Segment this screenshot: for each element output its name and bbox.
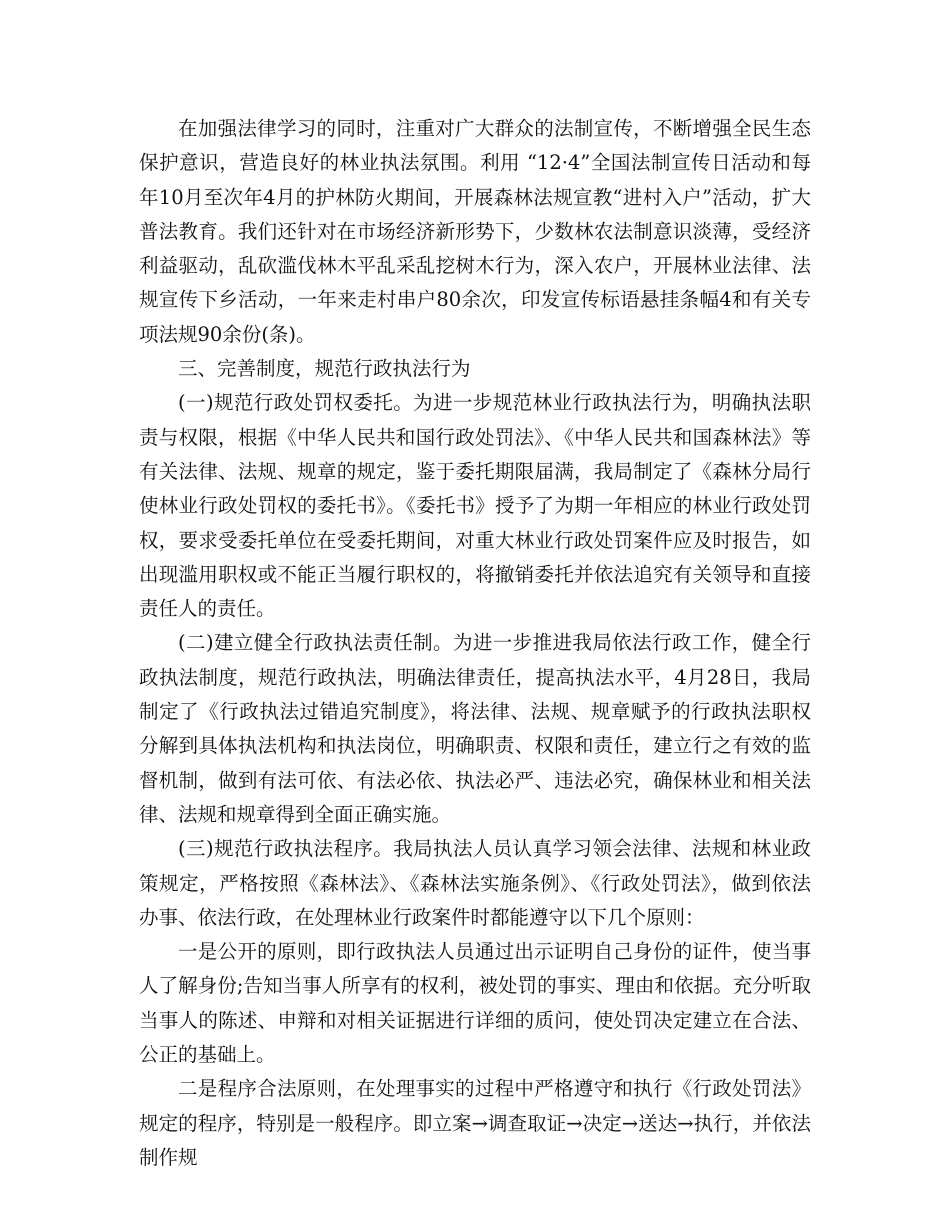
paragraph-legal-procedure-principle: 二是程序合法原则，在处理事实的过程中严格遵守和执行《行政处罚法》规定的程序，特别是一般程序。即立案→调查取证→决定→送达→执行，并依法制作规	[139, 1077, 811, 1169]
paragraph-penalty-delegation: (一)规范行政处罚权委托。为进一步规范林业行政执法行为，明确执法职责与权限，根据《中华人民共和国行政处罚法》、《中华人民共和国森林法》等有关法律、法规、规章的规定，鉴于委托期限届满，我局制定了《森林分局行使林业行政处罚权的委托书》。《委托书》授予了为期一年相应的林业行政处罚权，要求受委托单位在受委托期间，对重大林业行政处罚案件应及时报告，如出现滥用职权或不能正当履行职权的，将撤销委托并依法追究有关领导和直接责任人的责任。	[139, 391, 811, 621]
paragraph-legal-publicity: 在加强法律学习的同时，注重对广大群众的法制宣传，不断增强全民生态保护意识，营造良好的林业执法氛围。利用 “12·4”全国法制宣传日活动和每年10月至次年4月的护林防火期间，开展森林法规宣教“进村入户”活动，扩大普法教育。我们还针对在市场经济新形势下，少数林农法制意识淡薄，受经济利益驱动，乱砍滥伐林木平乱采乱挖树木行为，深入农户，开展林业法律、法规宣传下乡活动，一年来走村串户80余次，印发宣传标语悬挂条幅4和有关专项法规90余份(条)。	[139, 117, 811, 346]
document-body	[139, 112, 811, 1175]
paragraph-responsibility-system: (二)建立健全行政执法责任制。为进一步推进我局依法行政工作，健全行政执法制度，规范行政执法，明确法律责任，提高执法水平，4月28日，我局制定了《行政执法过错追究制度》，将法律、法规、规章赋予的行政执法职权分解到具体执法机构和执法岗位，明确职责、权限和责任，建立行之有效的监督机制，做到有法可依、有法必依、执法必严、违法必究，确保林业和相关法律、法规和规章得到全面正确实施。	[139, 631, 811, 826]
section-heading-improve-system: 三、完善制度，规范行政执法行为	[178, 357, 471, 381]
paragraph-enforcement-procedure: (三)规范行政执法程序。我局执法人员认真学习领会法律、法规和林业政策规定，严格按照《森林法》、《森林法实施条例》、《行政处罚法》，做到依法办事、依法行政，在处理林业行政案件时都能遵守以下几个原则：	[139, 837, 811, 929]
paragraph-openness-principle: 一是公开的原则，即行政执法人员通过出示证明自己身份的证件，使当事人了解身份;告知当事人所享有的权利，被处罚的事实、理由和依据。充分听取当事人的陈述、申辩和对相关证据进行详细的质问，使处罚决定建立在合法、公正的基础上。	[139, 940, 811, 1067]
